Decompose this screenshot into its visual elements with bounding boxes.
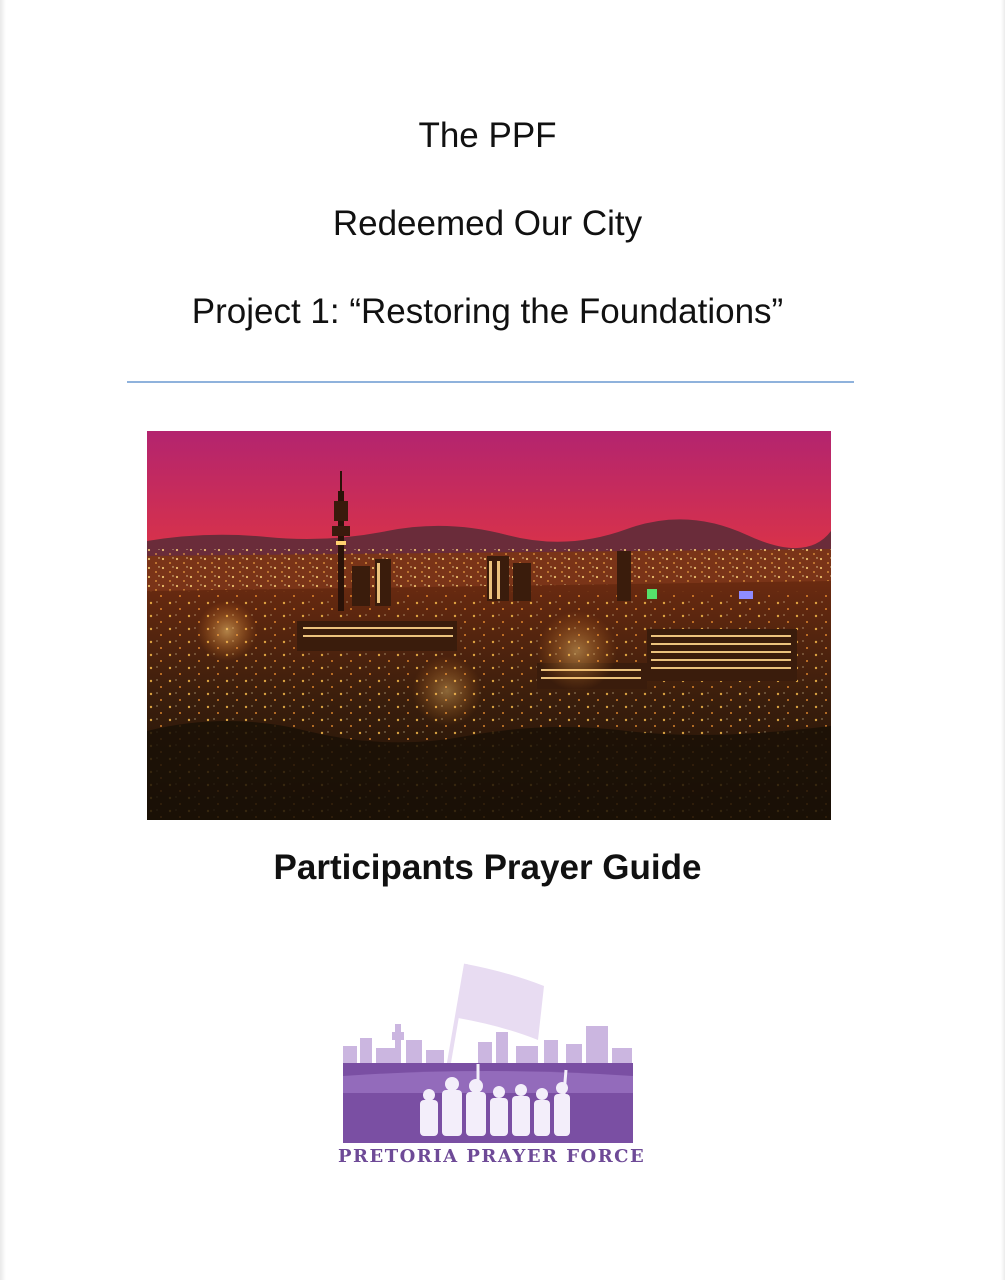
pretoria-prayer-force-logo xyxy=(338,958,646,1178)
cover-heading-line-3: Project 1: “Restoring the Foundations” xyxy=(191,292,784,331)
logo-graphic xyxy=(338,958,638,1143)
page-edge-shadow-left xyxy=(0,0,6,1280)
city-night-photo xyxy=(147,431,831,820)
cover-heading-line-1: The PPF xyxy=(418,116,557,155)
guide-title: Participants Prayer Guide xyxy=(273,848,702,887)
horizontal-divider xyxy=(127,381,854,383)
page-edge-shadow-right xyxy=(1001,0,1005,1280)
logo-wordmark: PRETORIA PRAYER FORCE xyxy=(338,1146,646,1167)
cover-heading-line-2: Redeemed Our City xyxy=(332,204,643,243)
